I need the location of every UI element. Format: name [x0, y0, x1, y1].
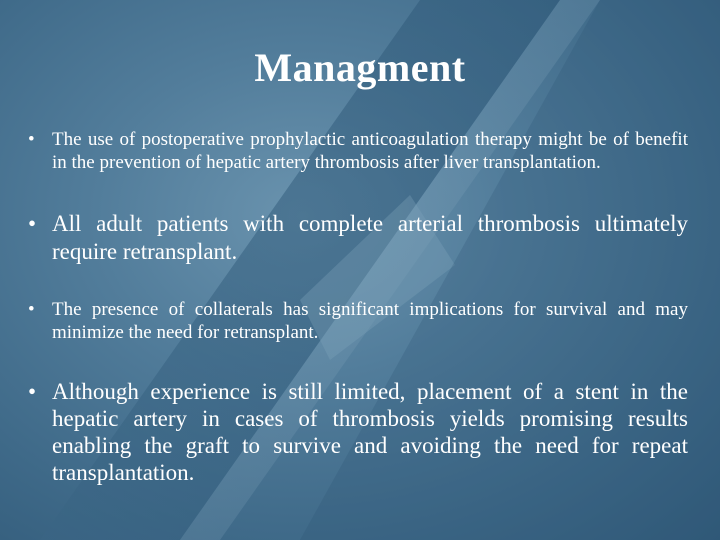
bullet-marker: •: [28, 129, 35, 150]
bullet-item: [28, 210, 688, 266]
bullet-item: [28, 128, 688, 174]
bullet-marker: •: [28, 211, 37, 236]
bullet-marker: •: [28, 299, 35, 320]
bullet-item: [28, 378, 688, 486]
bullet-item: [28, 298, 688, 344]
bullet-marker: •: [28, 379, 37, 404]
bullet-text: All adult patients with complete arterial thrombosis ultimately require retransplant.: [52, 211, 688, 264]
slide-title: Managment: [254, 45, 466, 90]
bullet-text: The use of postoperative prophylactic anticoagulation therapy might be of benefit in the prevention of hepatic artery thrombosis after liver transplantation.: [52, 129, 688, 173]
bullet-text: The presence of collaterals has significant implications for survival and may minimize the need for retransplant.: [52, 299, 688, 343]
bullet-list: [28, 128, 688, 486]
bullet-text: Although experience is still limited, placement of a stent in the hepatic artery in cases of thrombosis yields promising results enabling the graft to survive and avoiding the need for repeat transplantation.: [52, 379, 688, 485]
